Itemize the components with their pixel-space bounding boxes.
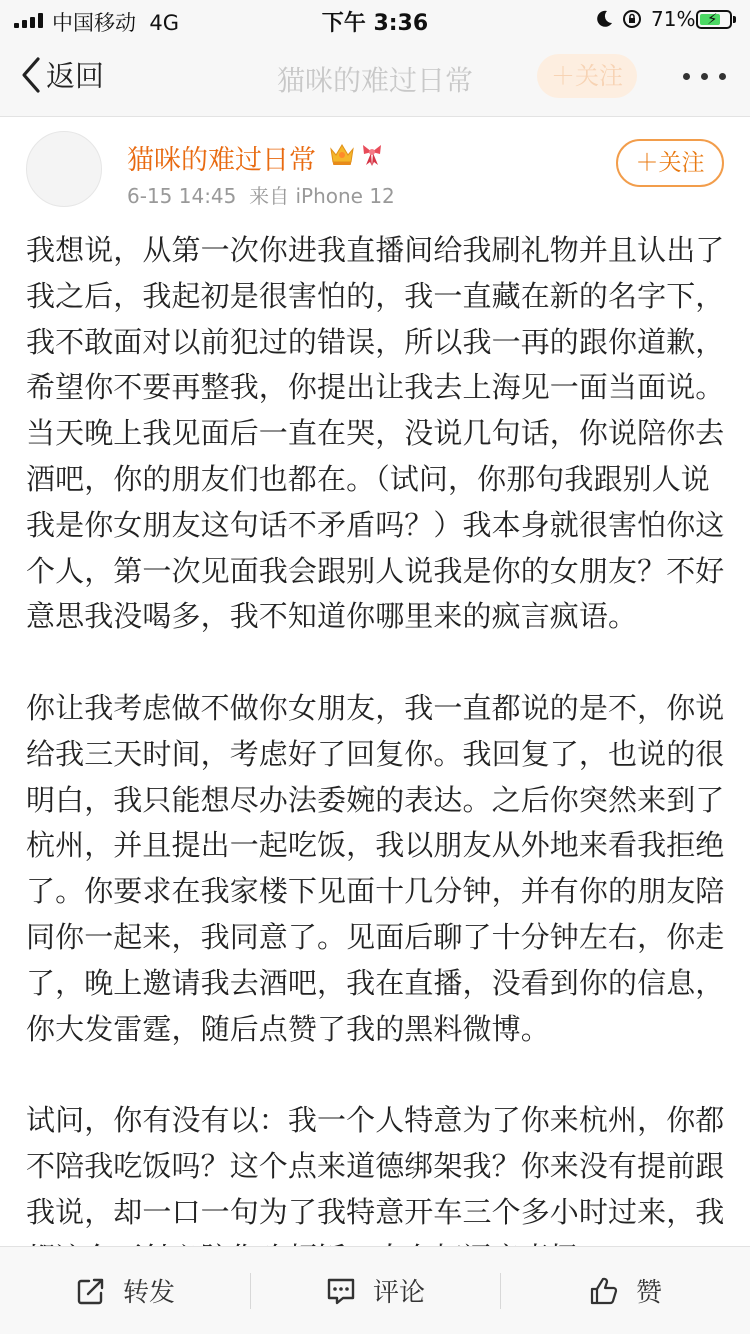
post-paragraph: 试问，你有没有以：我一个人特意为了你来杭州，你都不陪我吃饭吗？这个点来道德绑架我？你来没有提前跟我说，却一口一句为了我特意开车三个多小时过来，我	[26, 1103, 725, 1229]
post-meta	[127, 180, 395, 209]
moon-icon	[594, 9, 614, 29]
bottom-toolbar	[0, 1246, 750, 1334]
like-button[interactable]	[500, 1247, 750, 1334]
nav-bar	[0, 40, 750, 117]
post-timestamp: 6-15 14:45	[127, 184, 237, 208]
carrier-name: 中国移动	[52, 11, 136, 35]
repost-button[interactable]	[0, 1247, 250, 1334]
comment-button[interactable]	[250, 1247, 500, 1334]
author-name[interactable]: 猫咪的难过日常	[127, 145, 316, 176]
crown-badge-icon	[328, 140, 356, 168]
status-bar	[0, 0, 750, 40]
comment-label: 评论	[372, 1278, 425, 1308]
rotation-lock-icon	[622, 9, 642, 29]
status-time: 下午 3:36	[321, 11, 429, 36]
more-icon[interactable]	[683, 73, 726, 80]
post-content	[26, 228, 726, 1246]
back-label: 返回	[46, 59, 105, 93]
avatar[interactable]	[26, 131, 102, 207]
nav-follow-button[interactable]: ＋关注	[537, 54, 637, 98]
repost-label: 转发	[122, 1278, 175, 1308]
battery-charging-icon: ⚡	[696, 10, 732, 29]
repost-icon	[75, 1275, 107, 1307]
nav-title: 猫咪的难过日常	[276, 64, 473, 97]
thumbs-up-icon	[588, 1275, 620, 1307]
network-type: 4G	[149, 11, 179, 35]
post-paragraph: 你让我考虑做不做你女朋友，我一直都说的是不，你说给我三天时间，考虑好了回复你。我回复了，也说的很明白，我只能想尽办法委婉的表达。之后你突然来到了杭州，并且提出一起吃饭，我以朋友从外地来看我拒绝了。你要求在我家楼下见面十几分钟，并有你的朋友陪同你一起来，我同意了。见面后聊了十分钟左右，你走了，晚上邀请我去酒吧，我在直播，没看到你的信息，你大发雷霆，随后点赞了我的黑料微博。	[26, 690, 725, 1046]
follow-button[interactable]: ＋关注	[616, 139, 724, 187]
post-source: 来自 iPhone 12	[249, 184, 395, 208]
post-paragraph: 我想说，从第一次你进我直播间给我刷礼物并且认出了我之后，我起初是很害怕的，我一直藏在新的名字下，我不敢面对以前犯过的错误，所以我一再的跟你道歉，希望你不要再整我，你提出让我去上海见一面当面说。当天晚上我见面后一直在哭，没说几句话，你说陪你去酒吧，你的朋友们也都在。（试问，你那句我跟别人说我是你女朋友这句话不矛盾吗？）我本身就很害怕你这个人，第一次见面我会跟别人说我是你的女朋友？不好意思我没喝多，我不知道你哪里来的疯言疯语。	[26, 233, 725, 634]
like-label: 赞	[635, 1278, 662, 1308]
battery-percent: 71%	[651, 7, 696, 31]
comment-icon	[325, 1275, 357, 1307]
ribbon-badge-icon	[358, 140, 386, 168]
